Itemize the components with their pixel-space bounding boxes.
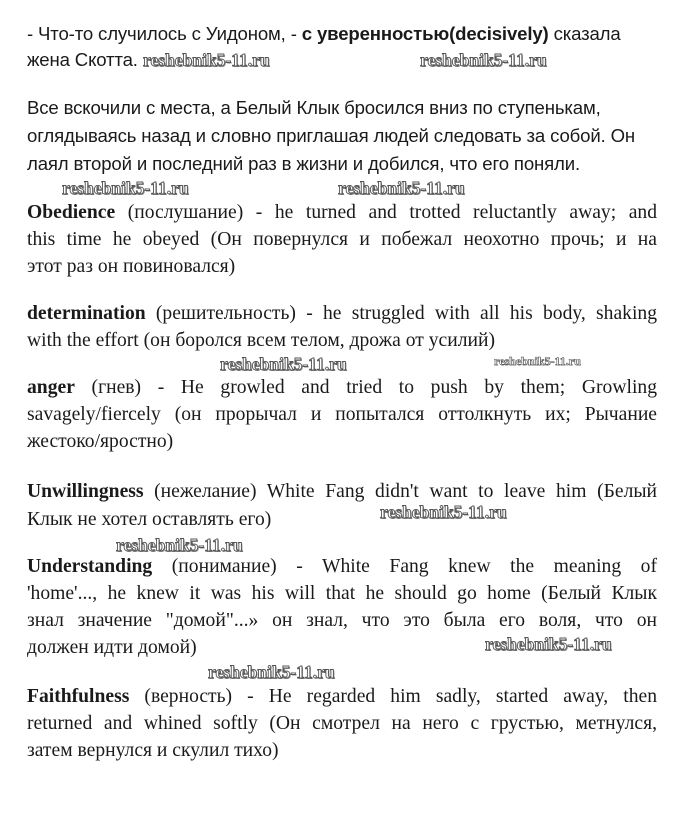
text-line <box>27 302 657 326</box>
text-line: знал значение "домой"...» он знал, что это была его воля, что он <box>27 610 657 631</box>
text-line: Клык не хотел оставлять его) <box>27 509 272 530</box>
text-line: savagely/fiercely (он прорычал и попытался оттолкнуть их; Рычание <box>27 404 657 425</box>
term-determination: determination <box>27 303 146 324</box>
text-span: (нежелание) White Fang didn't want to leave him (Белый <box>143 481 657 502</box>
term-unwillingness: Unwillingness <box>27 481 144 502</box>
watermark-text: reshebnik5-11.ru <box>380 502 507 522</box>
watermark-text: reshebnik5-11.ru <box>485 634 612 654</box>
term-faithfulness: Faithfulness <box>27 686 130 707</box>
watermark-text: reshebnik5-11.ru <box>62 178 189 198</box>
text-line <box>27 555 657 579</box>
text-span: сказала <box>548 23 621 44</box>
term-anger: anger <box>27 377 75 398</box>
text-line <box>27 376 657 400</box>
text-line <box>27 685 657 709</box>
watermark-text: reshebnik5-11.ru <box>220 354 347 374</box>
text-line: жестоко/яростно) <box>27 431 174 452</box>
watermark-text: reshebnik5-11.ru <box>420 50 547 70</box>
text-span: - Что-то случилось с Уидоном, - <box>27 23 302 44</box>
watermark-text: reshebnik5-11.ru <box>338 178 465 198</box>
term-understanding: Understanding <box>27 556 153 577</box>
term-obedience: Obedience <box>27 202 116 223</box>
watermark-text: reshebnik5-11.ru <box>116 535 243 555</box>
text-line: затем вернулся и скулил тихо) <box>27 740 279 761</box>
watermark-text: reshebnik5-11.ru <box>208 662 335 682</box>
bold-phrase: с уверенностью(decisively) <box>301 23 549 44</box>
watermark-text: reshebnik5-11.ru <box>143 50 270 70</box>
text-line <box>27 201 657 225</box>
text-line: 'home'..., he knew it was his will that he should go home (Белый Клык <box>27 583 657 604</box>
text-span: (решительность) - he struggled with all his body, shaking <box>145 303 657 324</box>
text-line: Все вскочили с места, а Белый Клык бросился вниз по ступенькам, <box>27 97 601 118</box>
text-line: лаял второй и последний раз в жизни и добился, что его поняли. <box>27 153 580 174</box>
text-line <box>27 480 657 504</box>
text-line: этот раз он повиновался) <box>27 256 236 277</box>
text-line <box>27 22 621 46</box>
text-span: (понимание) - White Fang knew the meaning of <box>152 556 657 577</box>
text-line: должен идти домой) <box>27 637 197 658</box>
text-line: жена Скотта. <box>27 49 138 70</box>
text-line: this time he obeyed (Он повернулся и побежал неохотно прочь; и на <box>27 229 657 250</box>
text-line: with the effort (он боролся всем телом, дрожа от усилий) <box>27 330 496 351</box>
text-span: (послушание) - he turned and trotted reluctantly away; and <box>115 202 657 223</box>
watermark-text: reshebnik5-11.ru <box>494 354 581 368</box>
text-span: (гнев) - He growled and tried to push by them; Growling <box>74 377 657 398</box>
text-line: оглядываясь назад и словно приглашая людей следовать за собой. Он <box>27 125 636 146</box>
text-span: (верность) - He regarded him sadly, started away, then <box>129 686 657 707</box>
text-line: returned and whined softly (Он смотрел на него с грустью, метнулся, <box>27 713 657 734</box>
